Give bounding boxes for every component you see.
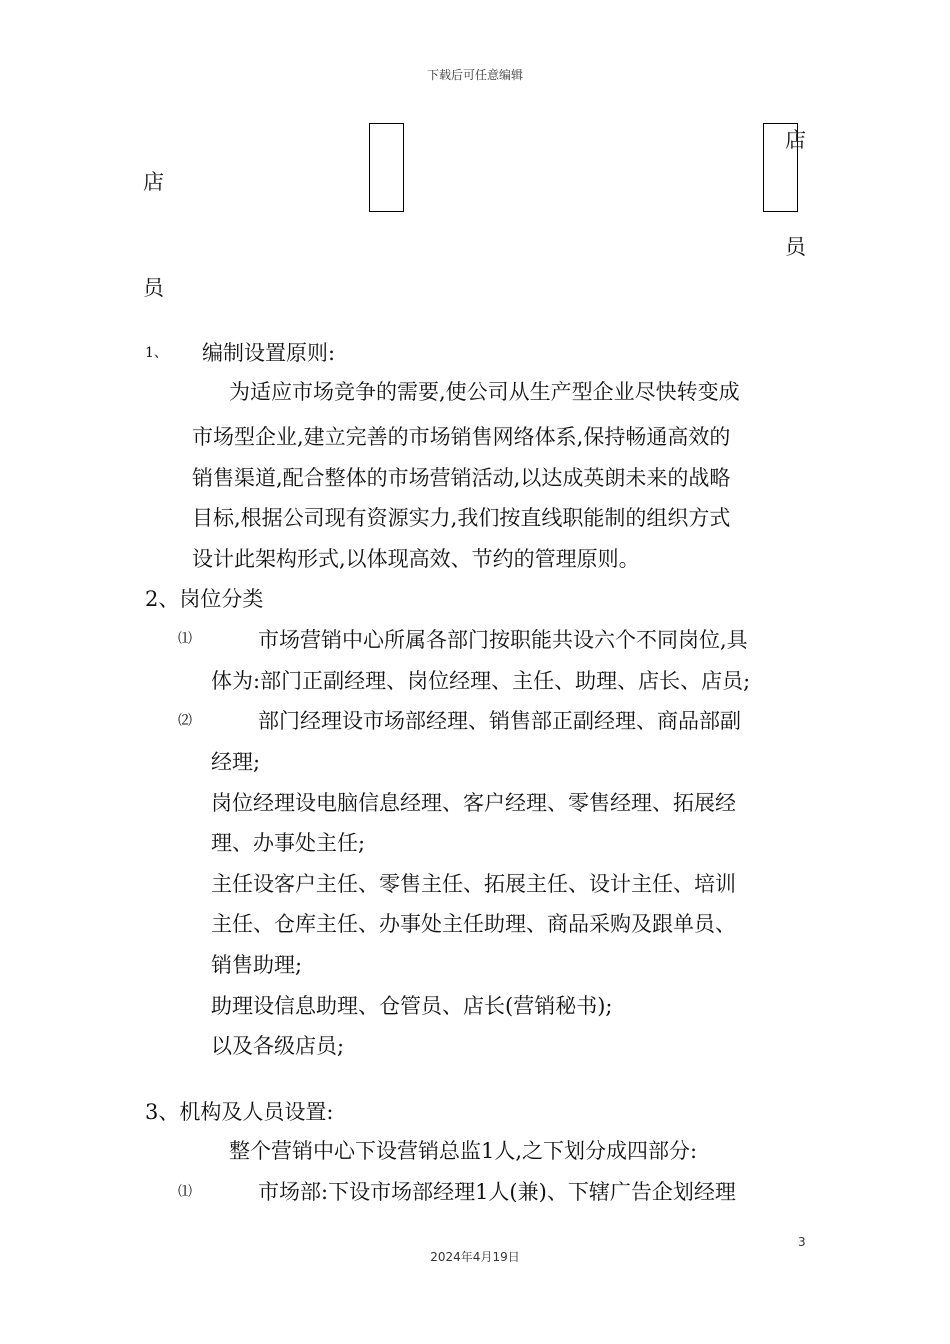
section2-item2-line-8: 助理设信息助理、仓管员、店长(营销秘书); [211, 994, 613, 1018]
section1-line-4: 目标,根据公司现有资源实力,我们按直线职能制的组织方式 [192, 506, 731, 530]
section3-item1-text: 市场部:下设市场部经理1人(兼)、下辖广告企划经理 [258, 1180, 736, 1204]
section1-line-1: 为适应市场竞争的需要,使公司从生产型企业尽快转变成 [229, 380, 740, 404]
section1-number: 1、 [145, 345, 168, 361]
section3-intro: 整个营销中心下设营销总监1人,之下划分成四部分: [229, 1139, 698, 1163]
section2-item2-line-7: 销售助理; [211, 953, 303, 977]
right-node-label-bottom: 员 [785, 235, 806, 259]
section1-line-2: 市场型企业,建立完善的市场销售网络体系,保持畅通高效的 [192, 425, 731, 449]
section2-item2-line-5: 主任设客户主任、零售主任、拓展主任、设计主任、培训 [211, 872, 736, 896]
org-box-left [369, 123, 404, 212]
footer-date: 2024年4月19日 [430, 1250, 520, 1264]
section2-item1-marker: ⑴ [178, 631, 192, 647]
page-header: 下载后可任意编辑 [426, 68, 523, 82]
section2-item2-line-1: 部门经理设市场部经理、销售部正副经理、商品部副 [258, 709, 741, 733]
section1-heading: 编制设置原则: [202, 341, 336, 365]
section2-item2-line-9: 以及各级店员; [211, 1034, 345, 1058]
section3-heading: 3、机构及人员设置: [145, 1100, 334, 1124]
right-node-label-top: 店 [785, 128, 806, 152]
section2-item2-line-2: 经理; [211, 750, 261, 774]
section2-item2-marker: ⑵ [178, 713, 192, 729]
page-number: 3 [798, 1235, 806, 1249]
left-node-label-top: 店 [143, 170, 164, 194]
section2-item2-line-4: 理、办事处主任; [211, 831, 366, 855]
section2-item2-line-6: 主任、仓库主任、办事处主任助理、商品采购及跟单员、 [211, 912, 736, 936]
section1-line-5: 设计此架构形式,以体现高效、节约的管理原则。 [192, 547, 640, 571]
section1-line-3: 销售渠道,配合整体的市场营销活动,以达成英朗未来的战略 [192, 466, 731, 490]
section2-item1-line-1: 市场营销中心所属各部门按职能共设六个不同岗位,具 [258, 628, 748, 652]
section3-item1-marker: ⑴ [178, 1184, 192, 1200]
section2-item1-line-2: 体为:部门正副经理、岗位经理、主任、助理、店长、店员; [211, 669, 751, 693]
left-node-label-bottom: 员 [143, 276, 164, 300]
section2-heading: 2、岗位分类 [145, 587, 264, 611]
section2-item2-line-3: 岗位经理设电脑信息经理、客户经理、零售经理、拓展经 [211, 791, 736, 815]
